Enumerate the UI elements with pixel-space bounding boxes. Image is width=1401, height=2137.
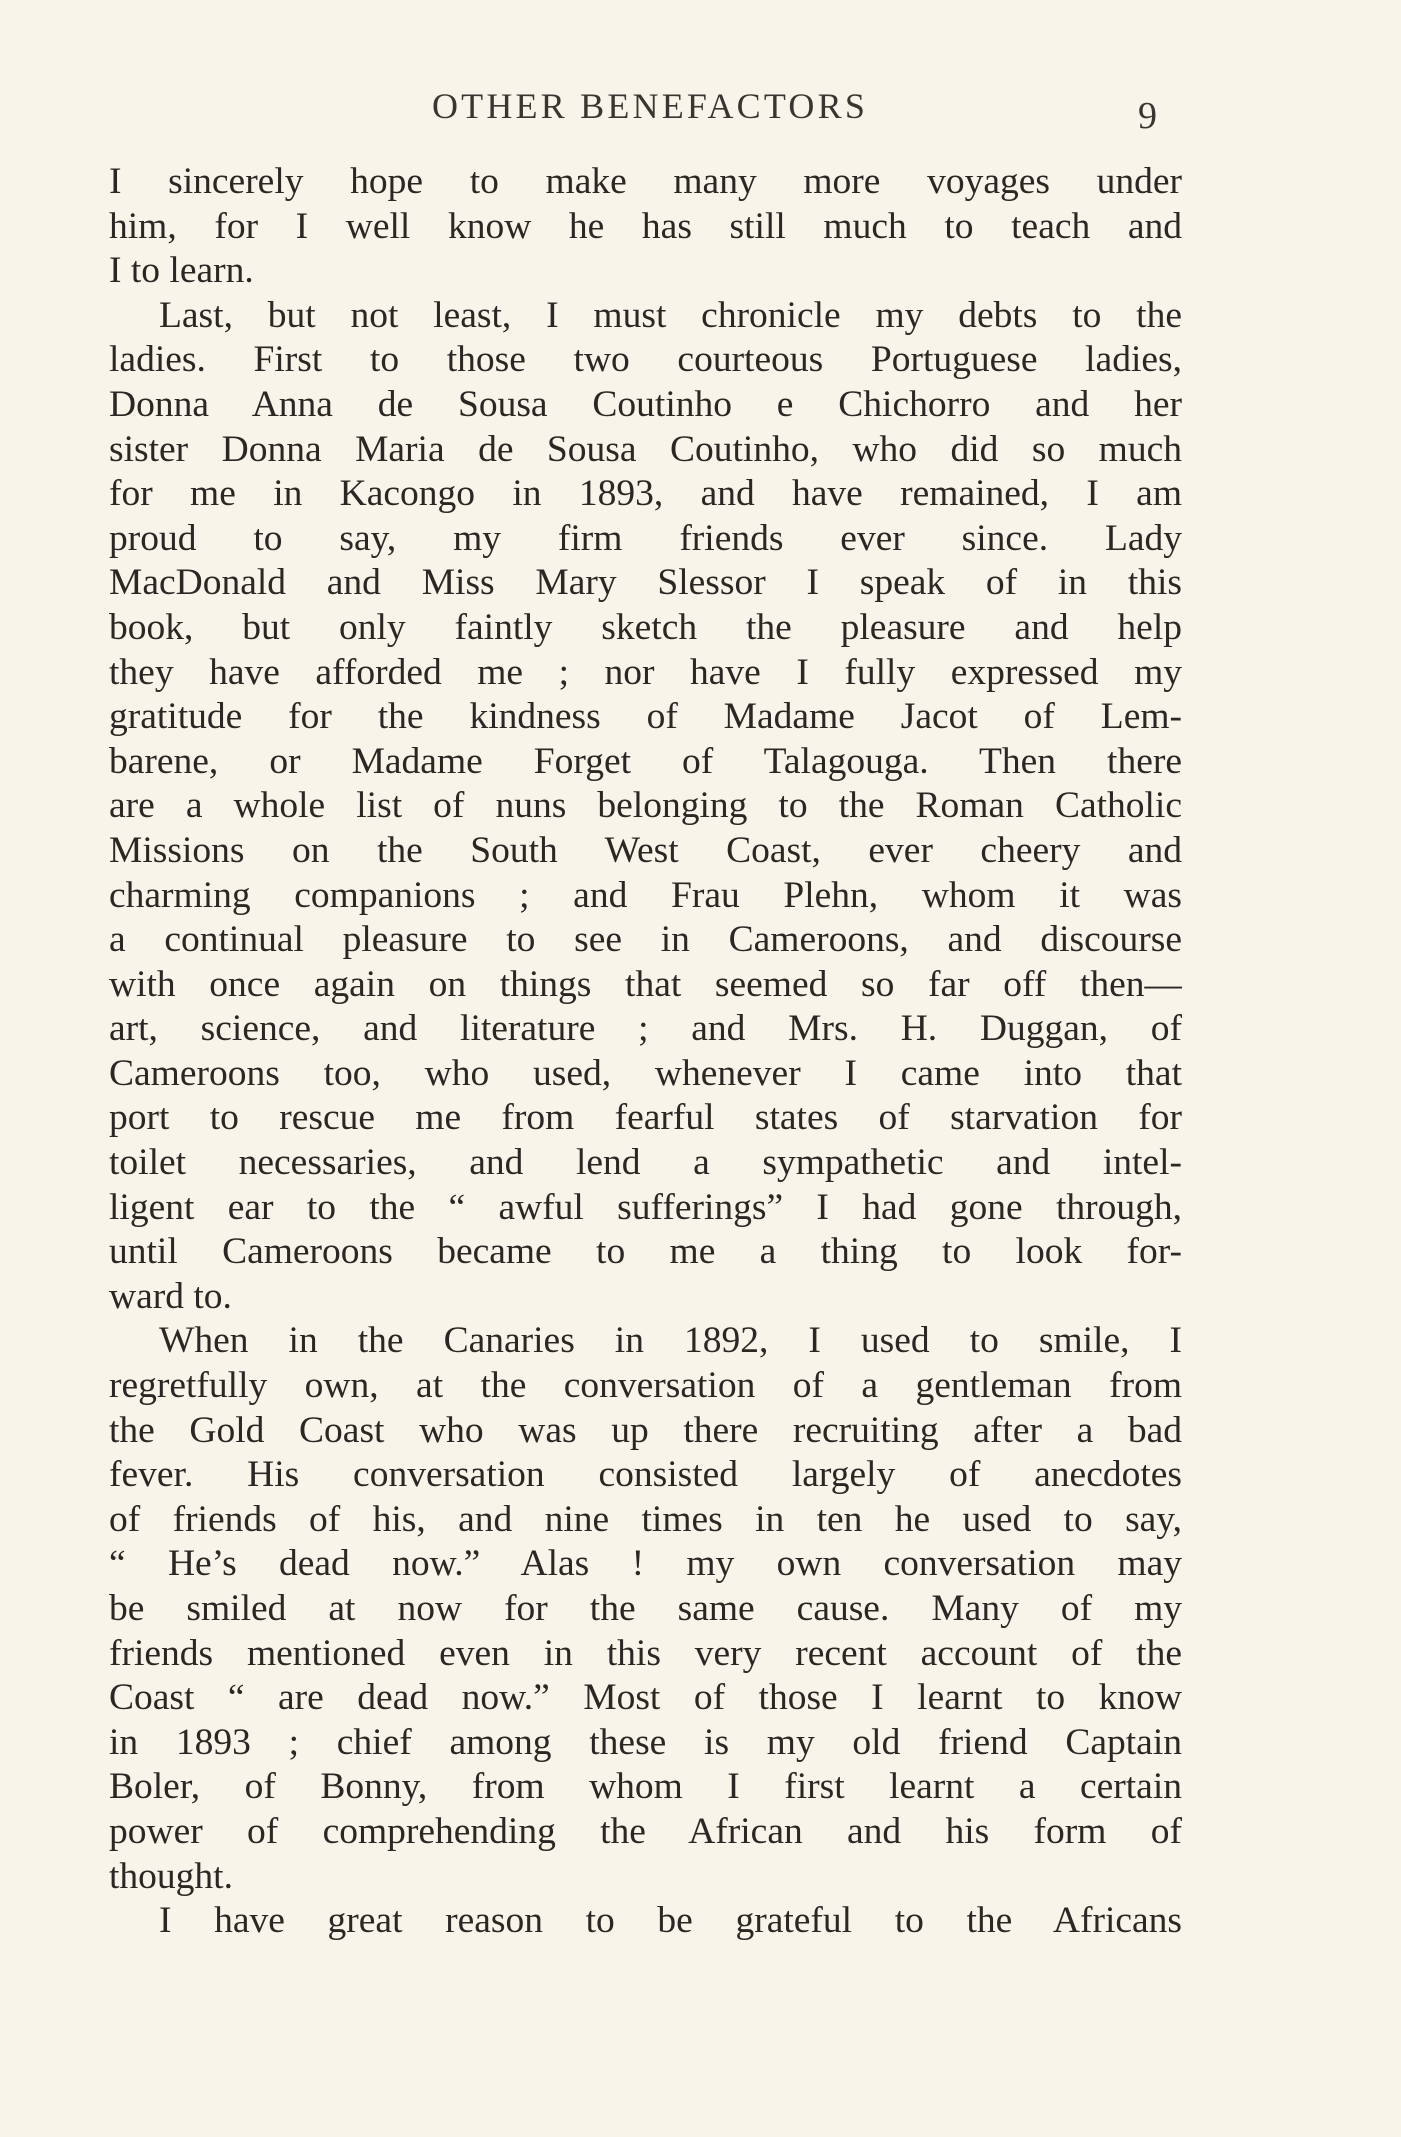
text-line: barene, or Madame Forget of Talagouga. Then there: [109, 740, 1182, 782]
text-line: are a whole list of nuns belonging to the Roman Catholic: [109, 785, 1182, 827]
text-line: him, for I well know he has still much to teach and: [109, 205, 1182, 247]
text-line: MacDonald and Miss Mary Slessor I speak of in this: [109, 562, 1182, 604]
text-line: Coast “ are dead now.” Most of those I learnt to know: [109, 1677, 1182, 1719]
text-line: a continual pleasure to see in Cameroons, and discourse: [109, 919, 1182, 961]
text-line: of friends of his, and nine times in ten he used to say,: [109, 1498, 1182, 1540]
text-line: with once again on things that seemed so far off then—: [109, 963, 1182, 1005]
text-line: for me in Kacongo in 1893, and have remained, I am: [109, 473, 1182, 515]
text-line: gratitude for the kindness of Madame Jacot of Lem-: [109, 696, 1182, 738]
text-line: “ He’s dead now.” Alas ! my own conversation may: [109, 1543, 1182, 1585]
page-header: [0, 0, 1401, 140]
text-line: proud to say, my firm friends ever since. Lady: [109, 517, 1182, 559]
text-line: When in the Canaries in 1892, I used to smile, I: [159, 1320, 1182, 1362]
text-line: Boler, of Bonny, from whom I first learnt a certain: [109, 1766, 1182, 1808]
text-line: they have afforded me ; nor have I fully expressed my: [109, 651, 1182, 693]
text-line: port to rescue me from fearful states of starvation for: [109, 1097, 1182, 1139]
page-number: 9: [1138, 95, 1157, 137]
text-line: ladies. First to those two courteous Portuguese ladies,: [109, 339, 1182, 381]
text-line: Cameroons too, who used, whenever I came into that: [109, 1052, 1182, 1094]
text-line: I have great reason to be grateful to the Africans: [159, 1900, 1182, 1942]
text-line: until Cameroons became to me a thing to look for-: [109, 1231, 1182, 1273]
text-line: thought.: [109, 1855, 233, 1897]
text-line: I to learn.: [109, 250, 254, 292]
text-line: book, but only faintly sketch the pleasure and help: [109, 606, 1182, 648]
running-title: OTHER BENEFACTORS: [431, 86, 869, 126]
text-line: regretfully own, at the conversation of a gentleman from: [109, 1365, 1182, 1407]
text-line: art, science, and literature ; and Mrs. H. Duggan, of: [109, 1008, 1182, 1050]
text-line: I sincerely hope to make many more voyages under: [109, 161, 1182, 202]
text-line: friends mentioned even in this very recent account of the: [109, 1632, 1182, 1674]
text-line: sister Donna Maria de Sousa Coutinho, who did so much: [109, 428, 1182, 470]
text-line: fever. His conversation consisted largely of anecdotes: [109, 1454, 1182, 1496]
text-line: Donna Anna de Sousa Coutinho e Chichorro and her: [109, 383, 1182, 425]
text-line: in 1893 ; chief among these is my old friend Captain: [109, 1721, 1182, 1763]
text-line: charming companions ; and Frau Plehn, whom it was: [109, 874, 1182, 916]
text-line: power of comprehending the African and his form of: [109, 1810, 1182, 1852]
text-line: toilet necessaries, and lend a sympathetic and intel-: [109, 1142, 1182, 1184]
text-line: Last, but not least, I must chronicle my debts to the: [159, 294, 1182, 336]
text-line: Missions on the South West Coast, ever cheery and: [109, 829, 1182, 871]
text-body: [109, 160, 1182, 1944]
text-line: the Gold Coast who was up there recruiting after a bad: [109, 1409, 1182, 1451]
text-line: ligent ear to the “ awful sufferings” I had gone through,: [109, 1186, 1182, 1228]
text-line: ward to.: [109, 1275, 232, 1317]
text-line: be smiled at now for the same cause. Many of my: [109, 1588, 1182, 1629]
